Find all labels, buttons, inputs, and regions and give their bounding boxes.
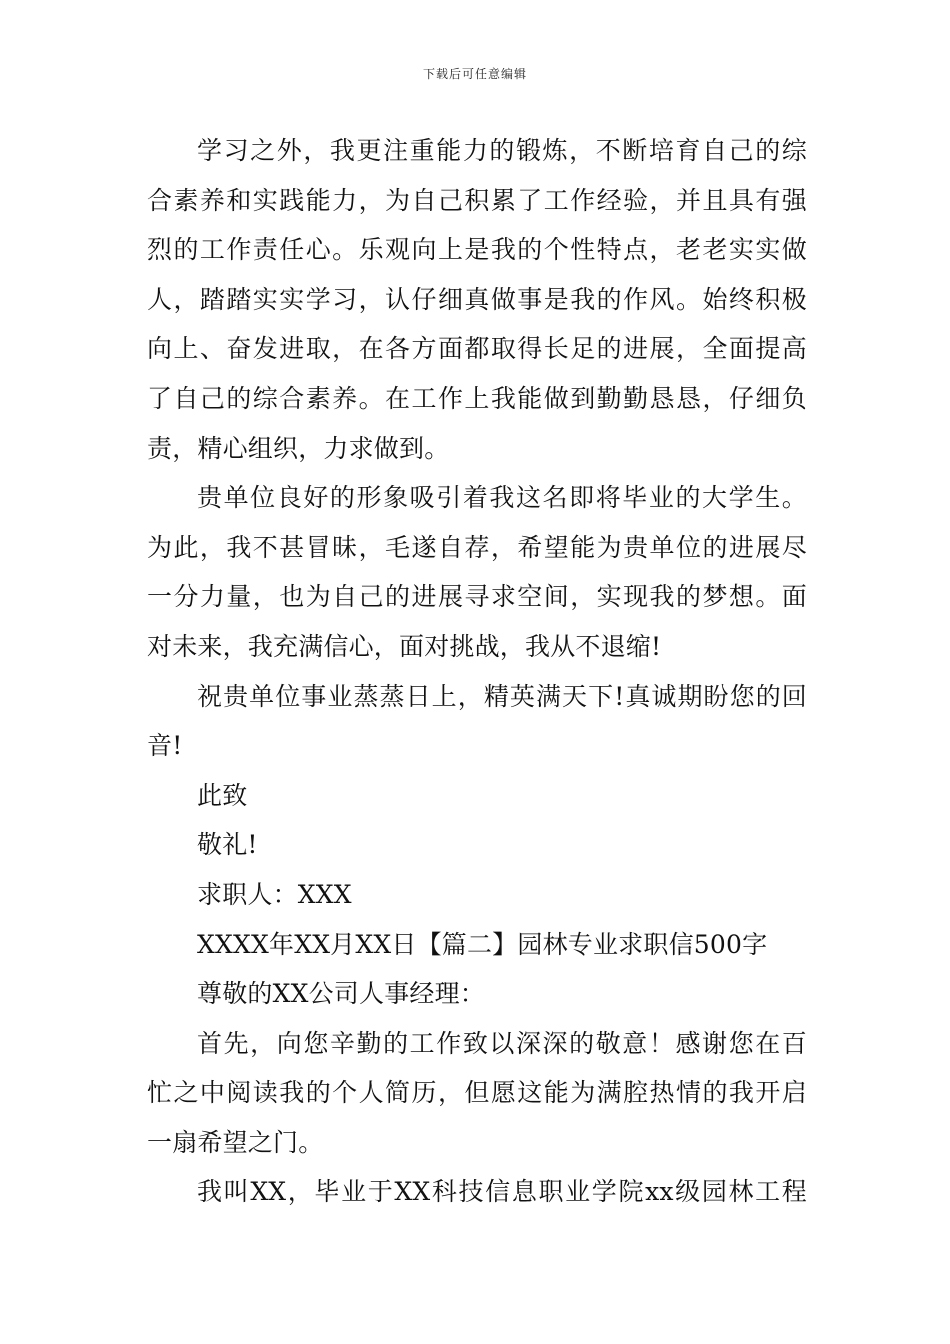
text-line: 求职人：XXX (197, 879, 352, 909)
text-line: 我叫XX，毕业于XX科技信息职业学院xx级园林工程 (197, 1177, 807, 1207)
text-line: 敬礼! (197, 830, 258, 860)
text-line: 忙之中阅读我的个人简历，但愿这能为满腔热情的我开启 (147, 1078, 807, 1108)
text-line: 为此，我不甚冒昧，毛遂自荐，希望能为贵单位的进展尽 (147, 532, 807, 562)
text-line: 对未来，我充满信心，面对挑战，我从不退缩! (147, 631, 662, 661)
text-line: 了自己的综合素养。在工作上我能做到勤勤恳恳，仔细负 (147, 383, 807, 413)
text-line: 学习之外，我更注重能力的锻炼，不断培育自己的综 (197, 136, 807, 165)
document-body (147, 126, 807, 1217)
text-line: 一分力量，也为自己的进展寻求空间，实现我的梦想。面 (147, 582, 807, 612)
text-line: 责，精心组织，力求做到。 (147, 433, 450, 463)
text-line: 人，踏踏实实学习，认仔细真做事是我的作风。始终积极 (147, 284, 807, 314)
text-line: XXXX年XX月XX日【篇二】园林专业求职信500字 (197, 929, 768, 959)
text-line: 合素养和实践能力，为自己积累了工作经验，并且具有强 (147, 185, 807, 215)
page-header: 下载后可任意编辑 (422, 67, 527, 81)
text-line: 向上、奋发进取，在各方面都取得长足的进展，全面提高 (147, 334, 807, 364)
text-line: 此致 (197, 780, 248, 810)
text-line: 尊敬的XX公司人事经理： (197, 979, 485, 1009)
text-line: 烈的工作责任心。乐观向上是我的个性特点，老老实实做 (147, 235, 807, 265)
text-line: 贵单位良好的形象吸引着我这名即将毕业的大学生。 (197, 483, 807, 513)
text-line: 音! (147, 731, 183, 761)
text-line: 祝贵单位事业蒸蒸日上，精英满天下!真诚期盼您的回 (197, 681, 807, 711)
text-line: 首先，向您辛勤的工作致以深深的敬意！感谢您在百 (197, 1028, 807, 1058)
text-line: 一扇希望之门。 (147, 1127, 324, 1157)
